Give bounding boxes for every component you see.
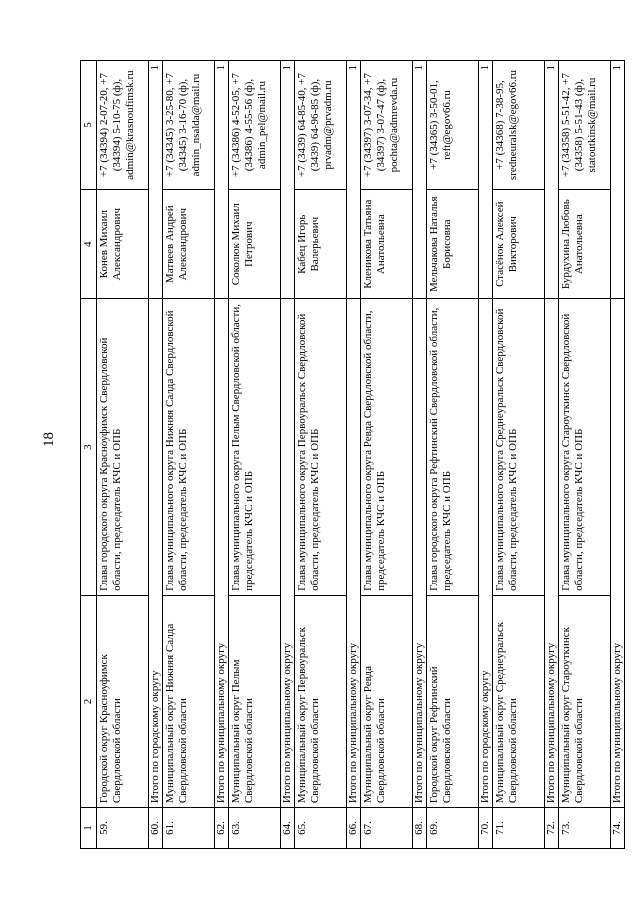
row-number: 71. (492, 808, 544, 849)
total-count: 1 (148, 61, 162, 299)
row-number: 61. (162, 808, 214, 849)
row-number: 64. (280, 808, 294, 849)
rotated-table-container (80, 60, 623, 849)
table-total-row (346, 61, 360, 849)
official-name: Матвеев Андрей Александрович (162, 190, 214, 299)
row-number: 66. (346, 808, 360, 849)
official-contacts: +7 (34358) 5-51-42, +7 (34358) 5-51-43 (ф), statoutkinsk@mail.ru (558, 61, 610, 190)
table-row (294, 61, 346, 849)
row-number: 70. (478, 808, 492, 849)
table-total-row (544, 61, 558, 849)
official-name: Кабец Игорь Валерьевич (294, 190, 346, 299)
row-number: 72. (544, 808, 558, 849)
commission-chairs-table (80, 60, 625, 849)
total-label: Итого по муниципальному округу (412, 299, 426, 808)
total-label: Итого по муниципальному округу (214, 299, 228, 808)
total-count: 1 (412, 61, 426, 299)
total-label: Итого по городскому округу (478, 299, 492, 808)
official-contacts: +7 (34365) 3-50-01, reft@egov66.ru (426, 61, 478, 190)
municipality-name: Городской округ Рефтинский Свердловской области (426, 595, 478, 807)
table-total-row (412, 61, 426, 849)
official-name: Соколюк Михаил Петрович (228, 190, 280, 299)
official-name: Мельчакова Наталья Борисовна (426, 190, 478, 299)
total-count: 1 (346, 61, 360, 299)
header-col-1: 1 (81, 808, 97, 849)
official-contacts: +7 (34386) 4-52-05, +7 (34386) 4-55-56 (ф), admin_pel@mail.ru (228, 61, 280, 190)
row-number: 67. (360, 808, 412, 849)
official-contacts: +7 (34394) 2-07-20, +7 (34394) 5-10-75 (ф), admin@krasnoufimsk.ru (96, 61, 148, 190)
municipality-name: Муниципальный округ Староуткинск Свердловской области (558, 595, 610, 807)
total-count: 1 (280, 61, 294, 299)
official-position: Глава муниципального округа Ревда Свердловской области, председатель КЧС и ОПБ (360, 299, 412, 596)
total-count: 1 (478, 61, 492, 299)
official-contacts: +7 (3439) 64-85-40, +7 (3439) 64-96-85 (ф), prvadm@prvadm.ru (294, 61, 346, 190)
total-label: Итого по городскому округу (148, 299, 162, 808)
municipality-name: Муниципальный округ Первоуральск Свердловской области (294, 595, 346, 807)
table-row (228, 61, 280, 849)
official-position: Глава муниципального округа Пелым Свердловской области, председатель КЧС и ОПБ (228, 299, 280, 596)
total-label: Итого по муниципальному округу (610, 299, 624, 808)
header-col-5: 5 (81, 61, 97, 190)
row-number: 59. (96, 808, 148, 849)
official-position: Глава городского округа Красноуфимск Свердловской области, председатель КЧС и ОПБ (96, 299, 148, 596)
official-position: Глава муниципального округа Первоуральск Свердловской области, председатель КЧС и ОПБ (294, 299, 346, 596)
table-row (492, 61, 544, 849)
row-number: 62. (214, 808, 228, 849)
row-number: 69. (426, 808, 478, 849)
official-name: Бурдухина Любовь Анатольевна (558, 190, 610, 299)
row-number: 60. (148, 808, 162, 849)
total-count: 1 (544, 61, 558, 299)
row-number: 63. (228, 808, 280, 849)
official-contacts: +7 (34397) 3-07-34, +7 (34397) 3-07-47 (ф), pochta@admrevda.ru (360, 61, 412, 190)
table-total-row (478, 61, 492, 849)
official-position: Глава муниципального округа Нижняя Салда Свердловской области, председатель КЧС и ОПБ (162, 299, 214, 596)
official-position: Глава городского округа Рефтинский Свердловской области, председатель КЧС и ОПБ (426, 299, 478, 596)
table-body (96, 61, 624, 849)
table-total-row (280, 61, 294, 849)
table-row (426, 61, 478, 849)
municipality-name: Муниципальный округ Пелым Свердловской области (228, 595, 280, 807)
official-name: Кленикова Татьяна Анатольевна (360, 190, 412, 299)
header-col-4: 4 (81, 190, 97, 299)
row-number: 73. (558, 808, 610, 849)
official-contacts: +7 (34345) 3-25-80, +7 (34345) 3-16-70 (ф), admin_nsalda@mail.ru (162, 61, 214, 190)
municipality-name: Муниципальный округ Нижняя Салда Свердловской области (162, 595, 214, 807)
official-position: Глава муниципального округа Среднеуральск Свердловской области, председатель КЧС и ОПБ (492, 299, 544, 596)
total-label: Итого по муниципальному округу (346, 299, 360, 808)
municipality-name: Муниципальный округ Ревда Свердловской области (360, 595, 412, 807)
municipality-name: Городской округ Красноуфимск Свердловской области (96, 595, 148, 807)
row-number: 74. (610, 808, 624, 849)
table-header-row (81, 61, 97, 849)
row-number: 68. (412, 808, 426, 849)
header-col-3: 3 (81, 299, 97, 596)
official-contacts: +7 (34368) 7-38-95, sredneuralsk@egov66.ru (492, 61, 544, 190)
total-count: 1 (214, 61, 228, 299)
table-total-row (148, 61, 162, 849)
table-row (558, 61, 610, 849)
total-label: Итого по муниципальному округу (544, 299, 558, 808)
table-row (360, 61, 412, 849)
total-count: 1 (610, 61, 624, 299)
table-row (96, 61, 148, 849)
row-number: 65. (294, 808, 346, 849)
header-col-2: 2 (81, 595, 97, 807)
municipality-name: Муниципальный округ Среднеуральск Свердловской области (492, 595, 544, 807)
official-position: Глава муниципального округа Староуткинск Свердловской области, председатель КЧС и ОПБ (558, 299, 610, 596)
table-row (162, 61, 214, 849)
total-label: Итого по муниципальному округу (280, 299, 294, 808)
official-name: Стасёнок Алексей Викторович (492, 190, 544, 299)
table-total-row (610, 61, 624, 849)
page-number: 18 (41, 432, 57, 447)
official-name: Конев Михаил Александрович (96, 190, 148, 299)
table-total-row (214, 61, 228, 849)
